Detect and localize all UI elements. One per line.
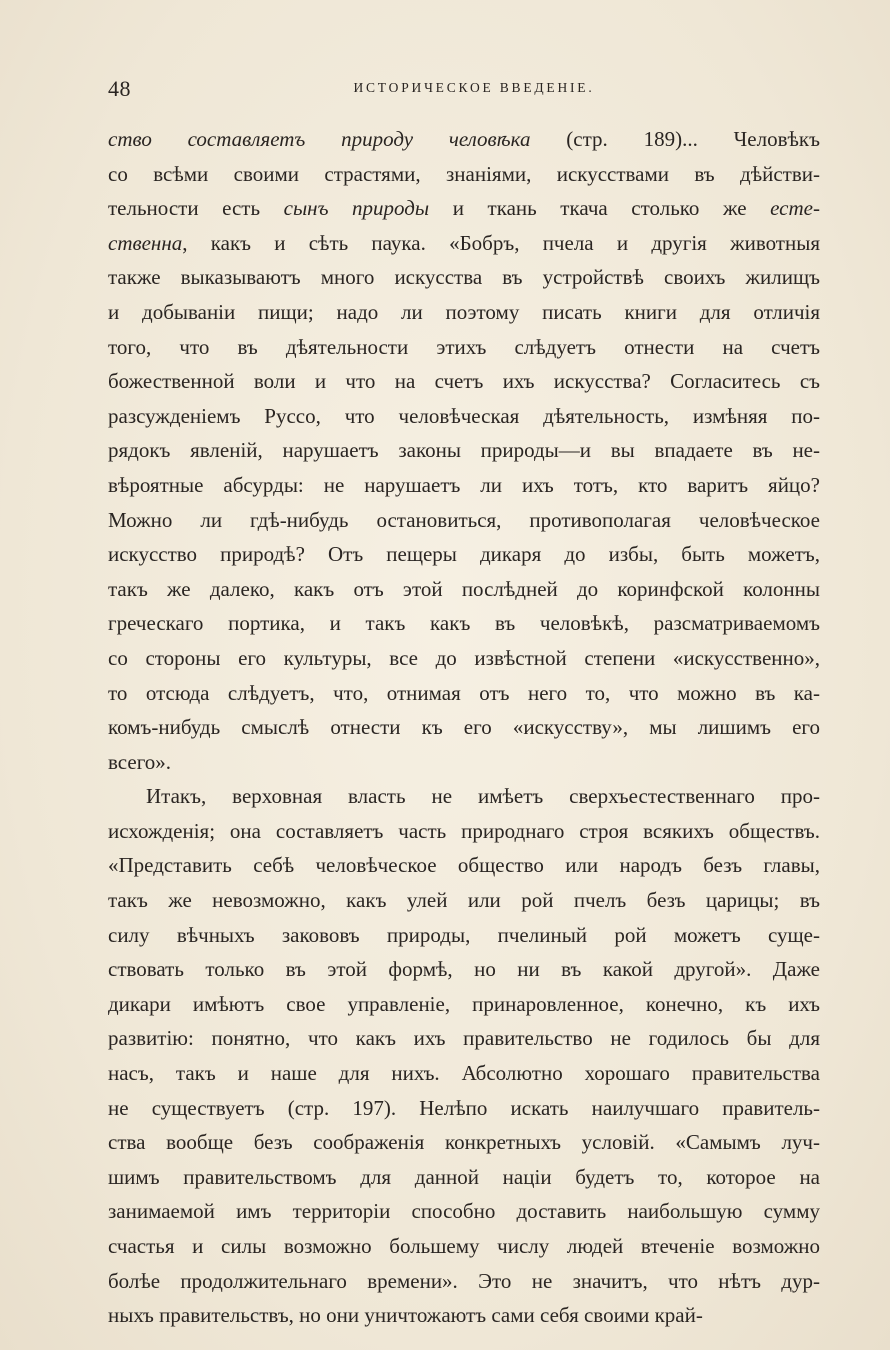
text-segment: , какъ и сѣть паука. «Бобръ, пчела и другія животныя [182, 230, 820, 255]
text-line [108, 918, 820, 953]
text-segment: и добываніи пищи; надо ли поэтому писать книги для отличія [108, 299, 820, 324]
text-segment: Можно ли гдѣ-нибудь остановиться, противополагая человѣческое [108, 507, 820, 532]
text-line [108, 295, 820, 330]
text-line [108, 226, 820, 261]
text-line [108, 1125, 820, 1160]
text-segment: тельности есть [108, 196, 284, 221]
paragraph [108, 122, 820, 779]
text-line [108, 987, 820, 1022]
text-line [108, 399, 820, 434]
paragraph [108, 779, 820, 1333]
text-line [108, 433, 820, 468]
text-line [108, 468, 820, 503]
text-line [108, 1021, 820, 1056]
text-segment: силу вѣчныхъ закововъ природы, пчелиный рой можетъ суще- [108, 922, 820, 947]
text-segment: со стороны его культуры, все до извѣстной степени «искусственно», [108, 645, 820, 670]
running-title: ИСТОРИЧЕСКОЕ ВВЕДЕНІЕ. [353, 80, 595, 95]
text-segment: не существуетъ (стр. 197). Нелѣпо искать наилучшаго правитель- [108, 1095, 820, 1120]
text-segment: искусство природѣ? Отъ пещеры дикаря до избы, быть можетъ, [108, 542, 820, 567]
text-segment: вѣроятные абсурды: не нарушаетъ ли ихъ тотъ, кто варитъ яйцо? [108, 472, 820, 497]
page-header [108, 76, 820, 104]
page-number: 48 [108, 76, 131, 101]
text-segment: ствовать только въ этой формѣ, но ни въ какой другой». Даже [108, 957, 820, 982]
text-line [108, 814, 820, 849]
text-segment: исхожденія; она составляетъ часть природнаго строя всякихъ обществъ. [108, 818, 820, 843]
text-line [108, 883, 820, 918]
text-segment: счастья и силы возможно большему числу людей втеченіе возможно [108, 1234, 820, 1258]
text-segment: греческаго портика, и такъ какъ въ человѣкѣ, разсматриваемомъ [108, 611, 820, 636]
text-segment: ства вообще безъ соображенія конкретныхъ условій. «Самымъ луч- [108, 1130, 820, 1155]
text-line [108, 330, 820, 365]
text-line [108, 1056, 820, 1091]
text-line [108, 1160, 820, 1195]
text-segment: такъ же далеко, какъ отъ этой послѣдней до коринфской колонны [108, 576, 820, 601]
text-segment: такъ же невозможно, какъ улей или рой пчелъ безъ царицы; въ [108, 888, 820, 913]
text-segment: рядокъ явленій, нарушаетъ законы природы—и вы впадаете въ не- [108, 438, 820, 463]
text-line [108, 676, 820, 711]
italic-text: есте- [770, 196, 820, 221]
body-text [108, 122, 820, 1333]
text-segment: и ткань ткача столько же [429, 196, 771, 221]
text-segment: разсужденіемъ Руссо, что человѣческая дѣятельность, измѣняя по- [108, 403, 820, 428]
text-segment: шимъ правительствомъ для данной націи будетъ то, которое на [108, 1164, 820, 1189]
text-line [108, 122, 820, 157]
text-line [108, 1091, 820, 1126]
text-line [108, 260, 820, 295]
text-segment: то отсюда слѣдуетъ, что, отнимая отъ него то, что можно въ ка- [108, 680, 820, 705]
text-line [108, 191, 820, 226]
text-line [108, 1229, 820, 1264]
text-segment: дикари имѣютъ свое управленіе, принаровленное, конечно, къ ихъ [108, 991, 820, 1016]
text-segment: «Представить себѣ человѣческое общество или народъ безъ главы, [108, 853, 820, 878]
text-line [108, 503, 820, 538]
text-line [108, 848, 820, 883]
text-segment: также выказываютъ много искусства въ устройствѣ своихъ жилищъ [108, 265, 820, 290]
text-segment: ныхъ правительствъ, но они уничтожаютъ сами себя своими край- [108, 1303, 703, 1328]
text-line [108, 537, 820, 572]
text-line [108, 779, 820, 814]
text-segment: того, что въ дѣятельности этихъ слѣдуетъ отнести на счетъ [108, 334, 820, 359]
italic-text: ство составляетъ природу человѣка [108, 127, 531, 151]
text-line [108, 606, 820, 641]
text-segment: болѣе продолжительнаго времени». Это не значитъ, что нѣтъ дур- [108, 1268, 820, 1293]
text-line [108, 1264, 820, 1299]
text-segment: (стр. 189)... Человѣкъ [530, 127, 820, 151]
text-line [108, 952, 820, 987]
text-line [108, 710, 820, 745]
text-segment: развитію: понятно, что какъ ихъ правительство не годилось бы для [108, 1026, 820, 1051]
text-line [108, 157, 820, 192]
text-line [108, 364, 820, 399]
text-segment: божественной воли и что на счетъ ихъ искусства? Согласитесь съ [108, 369, 820, 394]
italic-text: сынъ природы [283, 196, 430, 221]
text-line [108, 745, 820, 780]
text-line [108, 1194, 820, 1229]
text-segment: занимаемой имъ территоріи способно доставить наибольшую сумму [108, 1199, 820, 1224]
text-line [108, 572, 820, 607]
text-segment: Итакъ, верховная власть не имѣетъ сверхъестественнаго про- [146, 784, 820, 809]
text-segment: насъ, такъ и наше для нихъ. Абсолютно хорошаго правительства [108, 1061, 820, 1086]
text-line [108, 641, 820, 676]
text-line [108, 1298, 820, 1333]
text-segment: комъ-нибудь смыслѣ отнести къ его «искусству», мы лишимъ его [108, 715, 820, 740]
text-segment: всего». [108, 749, 172, 774]
text-segment: со всѣми своими страстями, знаніями, искусствами въ дѣйстви- [108, 161, 820, 186]
italic-text: ственна [108, 230, 183, 255]
